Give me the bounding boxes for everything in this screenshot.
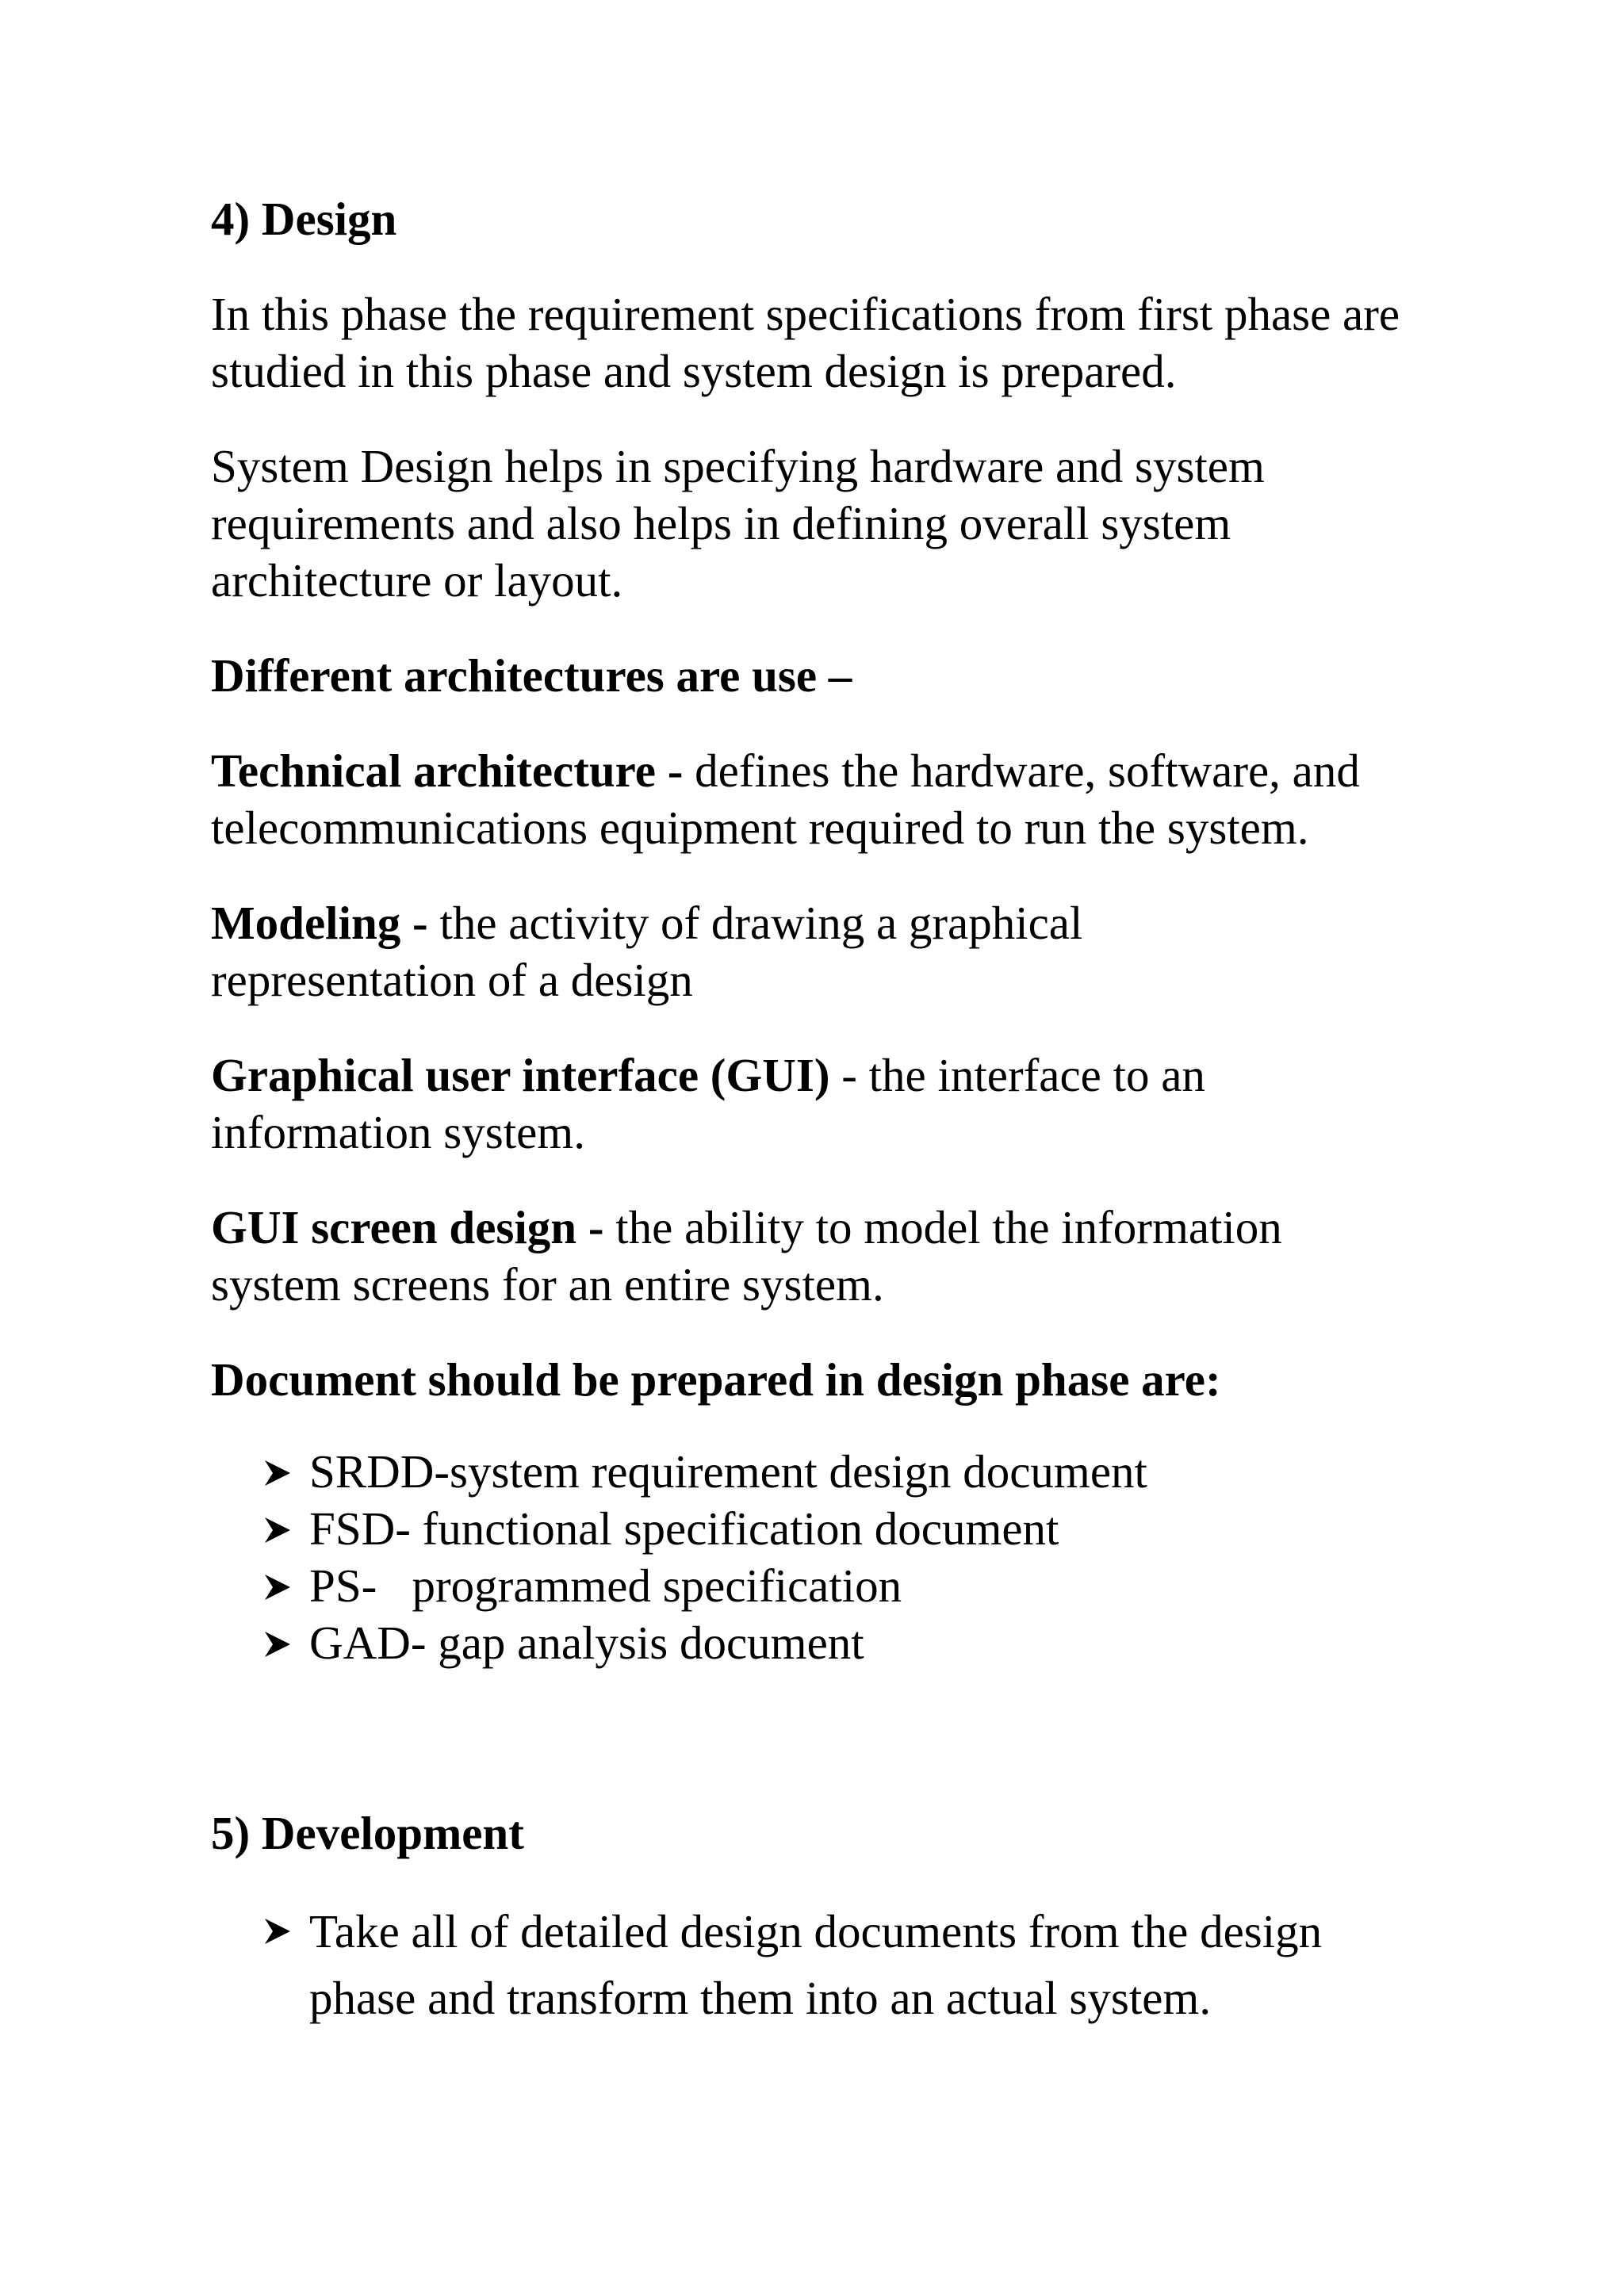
arrowhead-bullet-icon: [262, 1573, 293, 1601]
development-heading: 5) Development: [211, 1807, 524, 1859]
definition-text: - the interface to an information system.: [211, 1049, 1205, 1158]
definition-text: the activity of drawing a graphical representation of a design: [211, 897, 1083, 1006]
list-item: [262, 1557, 1448, 1614]
definition-modeling: [211, 894, 1162, 1008]
arrowhead-bullet-icon: [262, 1459, 293, 1487]
list-item-text: SRDD-system requirement design document: [309, 1445, 1147, 1498]
design-intro-paragraph: In this phase the requirement specifications from first phase are studied in this phase and system design is prepared.: [211, 288, 1400, 397]
list-item: [262, 1500, 1448, 1557]
list-item-text: FSD- functional specification document: [309, 1502, 1059, 1555]
list-item-text: PS- programmed specification: [309, 1559, 902, 1612]
architectures-heading: Different architectures are use –: [211, 649, 852, 702]
documents-heading: Document should be prepared in design phase are:: [211, 1353, 1221, 1406]
list-item-text: GAD- gap analysis document: [309, 1617, 864, 1669]
list-item: [262, 1614, 1448, 1671]
list-item: [262, 1898, 1419, 2031]
arrowhead-bullet-icon: [262, 1516, 293, 1544]
document-page: [211, 190, 1448, 2031]
definition-term: Graphical user interface (GUI): [211, 1049, 830, 1101]
definition-term: Technical architecture -: [211, 744, 684, 797]
definition-gui-screen-design: [211, 1199, 1385, 1313]
development-list: [211, 1898, 1448, 2031]
definition-term: Modeling -: [211, 897, 428, 949]
list-item: [262, 1443, 1448, 1500]
design-documents-list: [211, 1443, 1448, 1671]
definition-text: the ability to model the information system screens for an entire system.: [211, 1201, 1282, 1311]
definition-gui: [211, 1047, 1337, 1161]
design-heading: 4) Design: [211, 193, 397, 245]
system-design-paragraph: System Design helps in specifying hardware and system requirements and also helps in defining overall system architecture or layout.: [211, 440, 1265, 607]
list-item-text: Take all of detailed design documents from the design phase and transform them into an actual system.: [309, 1905, 1323, 2024]
arrowhead-bullet-icon: [262, 1630, 293, 1659]
definition-technical-architecture: [211, 742, 1480, 856]
definition-text: defines the hardware, software, and telecommunications equipment required to run the system.: [211, 744, 1360, 854]
definition-term: GUI screen design -: [211, 1201, 604, 1253]
arrowhead-bullet-icon: [262, 1917, 293, 1946]
